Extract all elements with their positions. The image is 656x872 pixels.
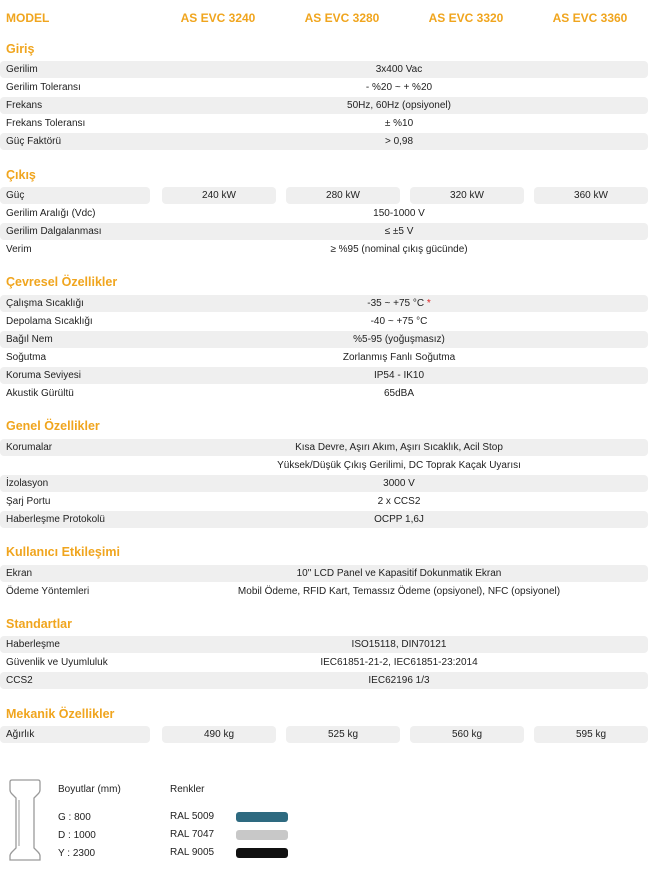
spec-value: ≥ %95 (nominal çıkış gücünde) bbox=[330, 244, 468, 255]
spec-row bbox=[0, 313, 648, 330]
spec-label: CCS2 bbox=[6, 675, 33, 686]
spec-row bbox=[0, 439, 648, 474]
spec-value: ≤ ±5 V bbox=[384, 226, 414, 237]
spec-row bbox=[0, 115, 648, 132]
weight-value: 490 kg bbox=[162, 726, 276, 743]
spec-row bbox=[0, 205, 648, 222]
color-swatch bbox=[236, 830, 288, 840]
dimension-item: D : 1000 bbox=[58, 830, 96, 841]
spec-row bbox=[0, 511, 648, 528]
power-value: 240 kW bbox=[162, 187, 276, 204]
spec-label: Akustik Gürültü bbox=[6, 388, 74, 399]
spec-label: Gerilim bbox=[6, 64, 38, 75]
spec-value: IEC62196 1/3 bbox=[368, 675, 430, 686]
spec-row bbox=[0, 672, 648, 689]
spec-row bbox=[0, 97, 648, 114]
color-name: RAL 7047 bbox=[170, 829, 215, 840]
section-title-standartlar: Standartlar bbox=[6, 617, 72, 631]
spec-label: Bağıl Nem bbox=[6, 334, 53, 345]
dimension-value: 2300 bbox=[72, 848, 96, 859]
spec-value: 3000 V bbox=[383, 478, 415, 489]
dimension-value: 1000 bbox=[73, 830, 96, 841]
section-title-cevresel: Çevresel Özellikler bbox=[6, 275, 118, 289]
spec-label: Haberleşme bbox=[6, 639, 60, 650]
spec-row bbox=[0, 475, 648, 492]
spec-row bbox=[0, 241, 648, 258]
spec-label: Gerilim Aralığı (Vdc) bbox=[6, 208, 96, 219]
spec-value: ISO15118, DIN70121 bbox=[351, 639, 447, 650]
spec-label: Soğutma bbox=[6, 352, 47, 363]
section-title-giris: Giriş bbox=[6, 42, 35, 56]
dimension-item: G : 800 bbox=[58, 812, 91, 823]
spec-label: Frekans Toleransı bbox=[6, 118, 86, 129]
spec-row bbox=[0, 583, 648, 600]
spec-label: Çalışma Sıcaklığı bbox=[6, 298, 84, 309]
spec-label: Güvenlik ve Uyumluluk bbox=[6, 657, 108, 668]
color-name: RAL 5009 bbox=[170, 811, 215, 822]
spec-value: 3x400 Vac bbox=[375, 64, 423, 75]
model-header: MODEL bbox=[6, 11, 50, 25]
spec-value: -40 ~ +75 °C bbox=[370, 316, 428, 327]
spec-value: Mobil Ödeme, RFID Kart, Temassız Ödeme (opsiyonel), NFC (opsiyonel) bbox=[237, 586, 561, 597]
spec-value: %5-95 (yoğuşmasız) bbox=[353, 334, 445, 345]
spec-value: 50Hz, 60Hz (opsiyonel) bbox=[347, 100, 451, 111]
power-value: 280 kW bbox=[286, 187, 400, 204]
weight-value: 560 kg bbox=[410, 726, 524, 743]
spec-value: OCPP 1,6J bbox=[374, 514, 424, 525]
spec-value: ± %10 bbox=[384, 118, 414, 129]
weight-value: 595 kg bbox=[534, 726, 648, 743]
charger-cabinet-icon bbox=[8, 778, 42, 862]
spec-row bbox=[0, 295, 648, 312]
spec-value: - %20 ~ + %20 bbox=[365, 82, 433, 93]
spec-label: Depolama Sıcaklığı bbox=[6, 316, 93, 327]
spec-label: Frekans bbox=[6, 100, 43, 111]
spec-label: Güç Faktörü bbox=[6, 136, 62, 147]
power-value: 360 kW bbox=[534, 187, 648, 204]
section-title-cikis: Çıkış bbox=[6, 168, 36, 182]
spec-row bbox=[0, 349, 648, 366]
spec-label: Ekran bbox=[6, 568, 33, 579]
spec-value: 65dBA bbox=[383, 388, 415, 399]
spec-value: 150-1000 V bbox=[373, 208, 425, 219]
spec-value: 10" LCD Panel ve Kapasitif Dokunmatik Ekran bbox=[296, 568, 502, 579]
spec-value: > 0,98 bbox=[384, 136, 414, 147]
section-title-kullanici: Kullanıcı Etkileşimi bbox=[6, 545, 120, 559]
spec-label: İzolasyon bbox=[6, 478, 49, 489]
spec-row bbox=[0, 223, 648, 240]
color-swatch bbox=[236, 848, 288, 858]
power-row bbox=[0, 187, 648, 204]
spec-row bbox=[0, 367, 648, 384]
spec-table-header bbox=[0, 0, 656, 36]
dimension-key: G bbox=[58, 812, 66, 823]
spec-row bbox=[0, 565, 648, 582]
model-column-4: AS EVC 3360 bbox=[552, 11, 628, 25]
spec-row bbox=[0, 636, 648, 653]
section-title-mekanik: Mekanik Özellikler bbox=[6, 707, 115, 721]
spec-label: Ağırlık bbox=[6, 729, 35, 740]
spec-row bbox=[0, 133, 648, 150]
weight-row bbox=[0, 726, 648, 743]
spec-value: IEC61851-21-2, IEC61851-23:2014 bbox=[320, 657, 478, 668]
spec-value: IP54 - IK10 bbox=[373, 370, 425, 381]
spec-label: Koruma Seviyesi bbox=[6, 370, 82, 381]
color-swatch bbox=[236, 812, 288, 822]
spec-row bbox=[0, 385, 648, 402]
spec-row bbox=[0, 493, 648, 510]
dimension-value: 800 bbox=[74, 812, 91, 823]
spec-value: Kısa Devre, Aşırı Akım, Aşırı Sıcaklık, Acil Stop bbox=[295, 442, 503, 453]
spec-value bbox=[150, 298, 648, 309]
spec-label: Gerilim Toleransı bbox=[6, 82, 81, 93]
spec-value: 2 x CCS2 bbox=[377, 496, 421, 507]
spec-label: Haberleşme Protokolü bbox=[6, 514, 105, 525]
spec-value-text: -35 ~ +75 °C bbox=[367, 298, 425, 309]
footnote-mark: * bbox=[426, 298, 431, 309]
dimension-key: Y bbox=[58, 848, 65, 859]
spec-label: Korumalar bbox=[6, 442, 53, 453]
power-value: 320 kW bbox=[410, 187, 524, 204]
model-column-1: AS EVC 3240 bbox=[180, 11, 256, 25]
spec-label: Gerilim Dalgalanması bbox=[6, 226, 102, 237]
spec-value: Yüksek/Düşük Çıkış Gerilimi, DC Toprak Kaçak Uyarısı bbox=[277, 460, 521, 471]
spec-label: Güç bbox=[6, 190, 25, 201]
spec-row bbox=[0, 331, 648, 348]
color-name: RAL 9005 bbox=[170, 847, 215, 858]
dimensions-title: Boyutlar (mm) bbox=[58, 784, 121, 795]
spec-label: Şarj Portu bbox=[6, 496, 51, 507]
spec-value: Zorlanmış Fanlı Soğutma bbox=[342, 352, 456, 363]
colors-title: Renkler bbox=[170, 784, 205, 795]
model-column-2: AS EVC 3280 bbox=[304, 11, 380, 25]
dimension-key: D bbox=[58, 830, 66, 841]
spec-row bbox=[0, 654, 648, 671]
spec-label: Ödeme Yöntemleri bbox=[6, 586, 90, 597]
spec-label: Verim bbox=[6, 244, 32, 255]
model-column-3: AS EVC 3320 bbox=[428, 11, 504, 25]
section-title-genel: Genel Özellikler bbox=[6, 419, 100, 433]
spec-row bbox=[0, 61, 648, 78]
dimension-item: Y : 2300 bbox=[58, 848, 96, 859]
weight-value: 525 kg bbox=[286, 726, 400, 743]
spec-row bbox=[0, 79, 648, 96]
